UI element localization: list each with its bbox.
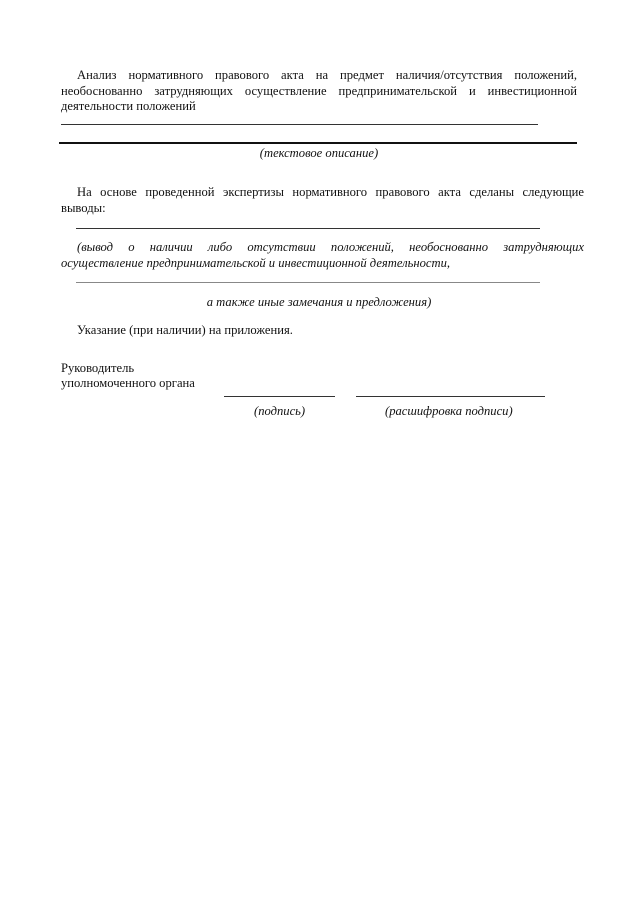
conclusions-caption-line-2: осуществление предпринимательской и инвестиционной деятельности, [61,255,451,270]
conclusions-second-fill-line [76,282,540,283]
signature-caption: (подпись) [254,404,306,418]
analysis-fill-line [61,124,538,125]
conclusions-caption-block [61,240,584,271]
conclusions-paragraph [61,185,584,216]
signature-decoding-caption: (расшифровка подписи) [385,404,513,418]
analysis-paragraph [61,68,577,115]
attachments-note: Указание (при наличии) на приложения. [77,323,293,337]
conclusions-caption-line-1: (вывод о наличии либо отсутствии положений, необоснованно затрудняющих [77,240,584,254]
conclusions-caption-line-3: а также иные замечания и предложения) [206,295,432,309]
conclusions-text: На основе проведенной экспертизы нормативного правового акта сделаны следующие выводы: [61,185,584,215]
analysis-text: Анализ нормативного правового акта на предмет наличия/отсутствия положений, необоснованно затрудняющих осуществление предпринимательской и инвестиционной деятельности положений [61,68,577,113]
signature-line [224,396,335,397]
analysis-underline [59,142,577,144]
signature-decoding-line [356,396,545,397]
analysis-caption: (текстовое описание) [259,146,379,160]
signatory-position-line-2: уполномоченного органа [61,376,195,390]
signatory-position-line-1: Руководитель [61,361,135,375]
conclusions-fill-line [76,228,540,229]
